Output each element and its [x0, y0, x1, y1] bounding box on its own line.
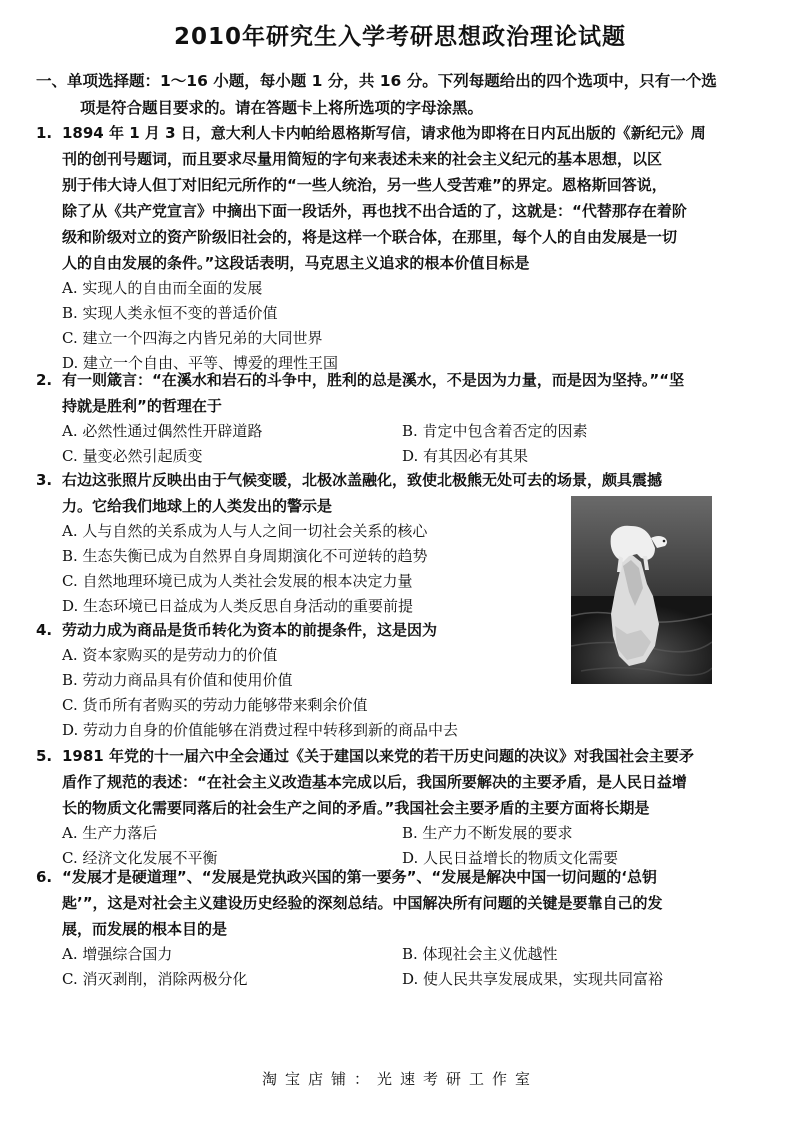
question-stem	[36, 367, 722, 419]
option-d: D. 生态环境已日益成为人类反思自身活动的重要前提	[62, 597, 414, 615]
stem-line: “发展才是硬道理”、“发展是党执政兴国的第一要务”、“发展是解决中国一切问题的‘总钥	[62, 868, 657, 886]
question-stem	[36, 864, 722, 942]
option-b: B. 劳动力商品具有价值和使用价值	[62, 671, 293, 689]
question-number: 5.	[36, 747, 53, 765]
question-number: 3.	[36, 471, 53, 489]
option-c: C. 自然地理环境已成为人类社会发展的根本决定力量	[62, 572, 413, 590]
stem-line: 展，而发展的根本目的是	[62, 920, 228, 938]
option-b: B. 体现社会主义优越性	[402, 945, 558, 963]
option-c: C. 消灭剥削，消除两极分化	[62, 970, 248, 988]
option-d: D. 劳动力自身的价值能够在消费过程中转移到新的商品中去	[62, 721, 459, 739]
section-line: 一、单项选择题：1～16 小题，每小题 1 分，共 16 分。下列每题给出的四个选项中，只有一个选	[36, 72, 717, 90]
option-c: C. 量变必然引起质变	[62, 447, 203, 465]
stem-line: 1981 年党的十一届六中全会通过《关于建国以来党的若干历史问题的决议》对我国社会主要矛	[62, 747, 694, 765]
stem-line: 持就是胜利”的哲理在于	[62, 397, 222, 415]
option-d: D. 使人民共享发展成果，实现共同富裕	[402, 970, 664, 988]
question-stem	[36, 743, 722, 821]
option-d: D. 有其因必有其果	[402, 447, 529, 465]
question-4	[36, 617, 722, 743]
option-d: D. 建立一个自由、平等、博爱的理性王国	[62, 354, 339, 372]
stem-line: 匙’”，这是对社会主义建设历史经验的深刻总结。中国解决所有问题的关键是要靠自己的发	[62, 894, 663, 912]
stem-line: 除了从《共产党宣言》中摘出下面一段话外，再也找不出合适的了，这就是：“代替那存在着阶	[62, 202, 687, 220]
stem-line: 盾作了规范的表述：“在社会主义改造基本完成以后，我国所要解决的主要矛盾，是人民日益增	[62, 773, 687, 791]
option-a: A. 实现人的自由而全面的发展	[62, 279, 263, 297]
option-a: A. 增强综合国力	[62, 945, 173, 963]
question-number: 6.	[36, 868, 53, 886]
option-a: A. 资本家购买的是劳动力的价值	[62, 646, 278, 664]
stem-line: 别于伟大诗人但丁对旧纪元所作的“一些人统治，另一些人受苦难”的界定。恩格斯回答说，	[62, 176, 667, 194]
option-c: C. 货币所有者购买的劳动力能够带来剩余价值	[62, 696, 368, 714]
stem-line: 右边这张照片反映出由于气候变暖，北极冰盖融化，致使北极熊无处可去的场景，颇具震撼	[62, 471, 663, 489]
stem-line: 级和阶级对立的资产阶级旧社会的，将是这样一个联合体，在那里，每个人的自由发展是一切	[62, 228, 678, 246]
question-number: 4.	[36, 621, 53, 639]
stem-line: 长的物质文化需要同落后的社会生产之间的矛盾。”我国社会主要矛盾的主要方面将长期是	[62, 799, 650, 817]
option-b: B. 生态失衡已成为自然界自身周期演化不可逆转的趋势	[62, 547, 428, 565]
option-c: C. 经济文化发展不平衡	[62, 849, 218, 867]
question-number: 1.	[36, 124, 53, 142]
stem-line: 刊的创刊号题词，而且要求尽量用简短的字句来表述未来的社会主义纪元的基本思想，以区	[62, 150, 663, 168]
option-b: B. 实现人类永恒不变的普适价值	[62, 304, 278, 322]
question-2	[36, 367, 722, 469]
question-6	[36, 864, 722, 992]
option-c: C. 建立一个四海之内皆兄弟的大同世界	[62, 329, 323, 347]
stem-line: 人的自由发展的条件。”这段话表明，马克思主义追求的根本价值目标是	[62, 254, 530, 272]
stem-line: 有一则箴言：“在溪水和岩石的斗争中，胜利的总是溪水，不是因为力量，而是因为坚持。”“坚	[62, 371, 685, 389]
question-1	[36, 120, 722, 376]
page-title: 2010年研究生入学考研思想政治理论试题	[173, 24, 626, 50]
option-d: D. 人民日益增长的物质文化需要	[402, 849, 619, 867]
stem-line: 1894 年 1 月 3 日，意大利人卡内帕给恩格斯写信，请求他为即将在日内瓦出版的《新纪元》周	[62, 124, 706, 142]
footer-shop-label: 淘宝店铺：光速考研工作室	[261, 1070, 538, 1088]
option-a: A. 必然性通过偶然性开辟道路	[62, 422, 263, 440]
option-a: A. 生产力落后	[62, 824, 158, 842]
option-a: A. 人与自然的关系成为人与人之间一切社会关系的核心	[62, 522, 428, 540]
stem-line: 力。它给我们地球上的人类发出的警示是	[62, 497, 333, 515]
question-number: 2.	[36, 371, 53, 389]
section-line: 项是符合题目要求的。请在答题卡上将所选项的字母涂黑。	[80, 99, 484, 117]
question-5	[36, 743, 722, 871]
stem-line: 劳动力成为商品是货币转化为资本的前提条件，这是因为	[62, 621, 438, 639]
question-stem	[36, 617, 722, 643]
question-stem	[36, 120, 722, 276]
section-instructions	[36, 68, 736, 122]
option-b: B. 肯定中包含着否定的因素	[402, 422, 588, 440]
option-b: B. 生产力不断发展的要求	[402, 824, 573, 842]
